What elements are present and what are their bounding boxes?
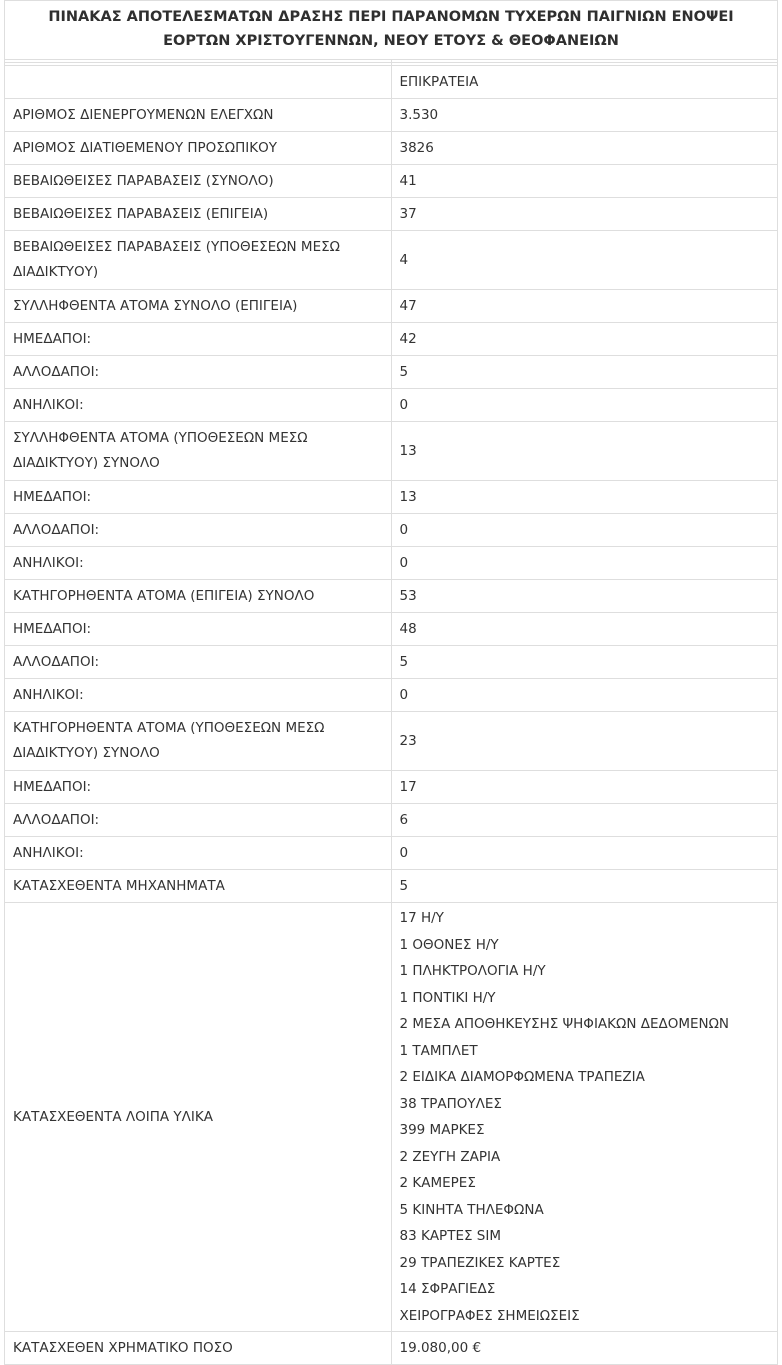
data-rows <box>5 99 778 903</box>
table-row <box>5 514 778 547</box>
table-row <box>5 99 778 132</box>
row-value: 0 <box>391 837 778 870</box>
row-label: ΑΛΛΟΔΑΠΟΙ: <box>5 356 392 389</box>
materials-list <box>391 903 778 1332</box>
row-label: ΑΛΛΟΔΑΠΟΙ: <box>5 514 392 547</box>
row-label: ΚΑΤΑΣΧΕΘΕΝΤΑ ΜΗΧΑΝΗΜΑΤΑ <box>5 870 392 903</box>
row-label: ΒΕΒΑΙΩΘΕΙΣΕΣ ΠΑΡΑΒΑΣΕΙΣ (ΣΥΝΟΛΟ) <box>5 165 392 198</box>
table-title-row <box>5 1 778 60</box>
row-label: ΗΜΕΔΑΠΟΙ: <box>5 613 392 646</box>
row-value: 42 <box>391 323 778 356</box>
material-item: 1 ΟΘΟΝΕΣ Η/Υ <box>399 936 499 953</box>
table-row <box>5 613 778 646</box>
row-label: ΚΑΤΑΣΧΕΘΕΝΤΑ ΛΟΙΠΑ ΥΛΙΚΑ <box>5 903 392 1332</box>
material-item: 17 Η/Υ <box>399 910 444 926</box>
row-label: ΗΜΕΔΑΠΟΙ: <box>5 771 392 804</box>
row-value: 13 <box>391 422 778 481</box>
table-row <box>5 198 778 231</box>
row-value: 5 <box>391 870 778 903</box>
table-row <box>5 290 778 323</box>
table-row <box>5 870 778 903</box>
column-header-row <box>5 66 778 99</box>
row-label: ΚΑΤΑΣΧΕΘΕΝ ΧΡΗΜΑΤΙΚΟ ΠΟΣΟ <box>5 1332 392 1365</box>
row-label: ΑΡΙΘΜΟΣ ΔΙΑΤΙΘΕΜΕΝΟΥ ΠΡΟΣΩΠΙΚΟΥ <box>5 132 392 165</box>
table-row <box>5 804 778 837</box>
row-value: 0 <box>391 514 778 547</box>
material-item: 399 ΜΑΡΚΕΣ <box>399 1122 485 1138</box>
table-row <box>5 580 778 613</box>
table-row <box>5 481 778 514</box>
row-label: ΣΥΛΛΗΦΘΕΝΤΑ ΑΤΟΜΑ (ΥΠΟΘΕΣΕΩΝ ΜΕΣΩ ΔΙΑΔΙΚΤΥΟΥ) ΣΥΝΟΛΟ <box>5 422 392 481</box>
table-row <box>5 547 778 580</box>
table-row <box>5 679 778 712</box>
material-item: 2 ΖΕΥΓΗ ΖΑΡΙΑ <box>399 1148 501 1165</box>
row-label: ΑΛΛΟΔΑΠΟΙ: <box>5 646 392 679</box>
table-row <box>5 132 778 165</box>
material-item: 5 ΚΙΝΗΤΑ ΤΗΛΕΦΩΝΑ <box>399 1201 544 1218</box>
material-item: 1 ΤΑΜΠΛΕΤ <box>399 1042 478 1059</box>
table-row <box>5 231 778 290</box>
row-label: ΒΕΒΑΙΩΘΕΙΣΕΣ ΠΑΡΑΒΑΣΕΙΣ (ΥΠΟΘΕΣΕΩΝ ΜΕΣΩ ΔΙΑΔΙΚΤΥΟΥ) <box>5 231 392 290</box>
other-materials-row <box>5 903 778 1332</box>
row-value: 0 <box>391 389 778 422</box>
row-label: ΚΑΤΗΓΟΡΗΘΕΝΤΑ ΑΤΟΜΑ (ΥΠΟΘΕΣΕΩΝ ΜΕΣΩ ΔΙΑΔΙΚΤΥΟΥ) ΣΥΝΟΛΟ <box>5 712 392 771</box>
row-value: 6 <box>391 804 778 837</box>
material-item: ΧΕΙΡΟΓΡΑΦΕΣ ΣΗΜΕΙΩΣΕΙΣ <box>399 1307 580 1324</box>
row-label: ΑΛΛΟΔΑΠΟΙ: <box>5 804 392 837</box>
row-label: ΒΕΒΑΙΩΘΕΙΣΕΣ ΠΑΡΑΒΑΣΕΙΣ (ΕΠΙΓΕΙΑ) <box>5 198 392 231</box>
results-table-container <box>4 0 778 1365</box>
row-label: ΣΥΛΛΗΦΘΕΝΤΑ ΑΤΟΜΑ ΣΥΝΟΛΟ (ΕΠΙΓΕΙΑ) <box>5 290 392 323</box>
row-label: ΗΜΕΔΑΠΟΙ: <box>5 481 392 514</box>
row-label: ΑΡΙΘΜΟΣ ΔΙΕΝΕΡΓΟΥΜΕΝΩΝ ΕΛΕΓΧΩΝ <box>5 99 392 132</box>
column-header-empty <box>5 66 392 99</box>
row-value: 41 <box>391 165 778 198</box>
row-value: 17 <box>391 771 778 804</box>
results-table <box>4 0 778 1365</box>
material-item: 38 ΤΡΑΠΟΥΛΕΣ <box>399 1095 502 1112</box>
row-label: ΗΜΕΔΑΠΟΙ: <box>5 323 392 356</box>
material-item: 2 ΚΑΜΕΡΕΣ <box>399 1175 476 1191</box>
table-row <box>5 712 778 771</box>
row-value: 53 <box>391 580 778 613</box>
row-value: 5 <box>391 646 778 679</box>
money-row <box>5 1332 778 1365</box>
row-label: ΑΝΗΛΙΚΟΙ: <box>5 837 392 870</box>
table-row <box>5 771 778 804</box>
row-value: 3826 <box>391 132 778 165</box>
material-item: 1 ΠΟΝΤΙΚΙ Η/Υ <box>399 989 496 1006</box>
material-item: 83 ΚΑΡΤΕΣ SIM <box>399 1228 501 1244</box>
row-value: 3.530 <box>391 99 778 132</box>
table-row <box>5 646 778 679</box>
row-value: 48 <box>391 613 778 646</box>
material-item: 1 ΠΛΗΚΤΡΟΛΟΓΙΑ Η/Υ <box>399 963 546 979</box>
material-item: 2 ΜΕΣΑ ΑΠΟΘΗΚΕΥΣΗΣ ΨΗΦΙΑΚΩΝ ΔΕΔΟΜΕΝΩΝ <box>399 1016 730 1032</box>
material-item: 29 ΤΡΑΠΕΖΙΚΕΣ ΚΑΡΤΕΣ <box>399 1254 561 1271</box>
material-item: 14 ΣΦΡΑΓΙΕΔΣ <box>399 1281 496 1297</box>
table-row <box>5 422 778 481</box>
material-item: 2 ΕΙΔΙΚΑ ΔΙΑΜΟΡΦΩΜΕΝΑ ΤΡΑΠΕΖΙΑ <box>399 1069 645 1085</box>
row-value: 23 <box>391 712 778 771</box>
row-value: 47 <box>391 290 778 323</box>
row-value: 37 <box>391 198 778 231</box>
table-row <box>5 165 778 198</box>
row-value: 4 <box>391 231 778 290</box>
row-value: 0 <box>391 547 778 580</box>
table-row <box>5 389 778 422</box>
row-label: ΑΝΗΛΙΚΟΙ: <box>5 679 392 712</box>
row-value: 0 <box>391 679 778 712</box>
row-value: 19.080,00 € <box>391 1332 778 1365</box>
row-value: 13 <box>391 481 778 514</box>
row-value: 5 <box>391 356 778 389</box>
row-label: ΑΝΗΛΙΚΟΙ: <box>5 547 392 580</box>
column-header: ΕΠΙΚΡΑΤΕΙΑ <box>391 66 778 99</box>
row-label: ΑΝΗΛΙΚΟΙ: <box>5 389 392 422</box>
table-row <box>5 837 778 870</box>
row-label: ΚΑΤΗΓΟΡΗΘΕΝΤΑ ΑΤΟΜΑ (ΕΠΙΓΕΙΑ) ΣΥΝΟΛΟ <box>5 580 392 613</box>
table-title: ΠΙΝΑΚΑΣ ΑΠΟΤΕΛΕΣΜΑΤΩΝ ΔΡΑΣΗΣ ΠΕΡΙ ΠΑΡΑΝΟΜΩΝ ΤΥΧΕΡΩΝ ΠΑΙΓΝΙΩΝ ΕΝΟΨΕΙ ΕΟΡΤΩΝ ΧΡΙΣΤΟΥΓΕΝΝΩΝ, ΝΕΟΥ ΕΤΟΥΣ & ΘΕΟΦΑΝΕΙΩΝ <box>5 1 778 60</box>
table-row <box>5 323 778 356</box>
table-row <box>5 356 778 389</box>
